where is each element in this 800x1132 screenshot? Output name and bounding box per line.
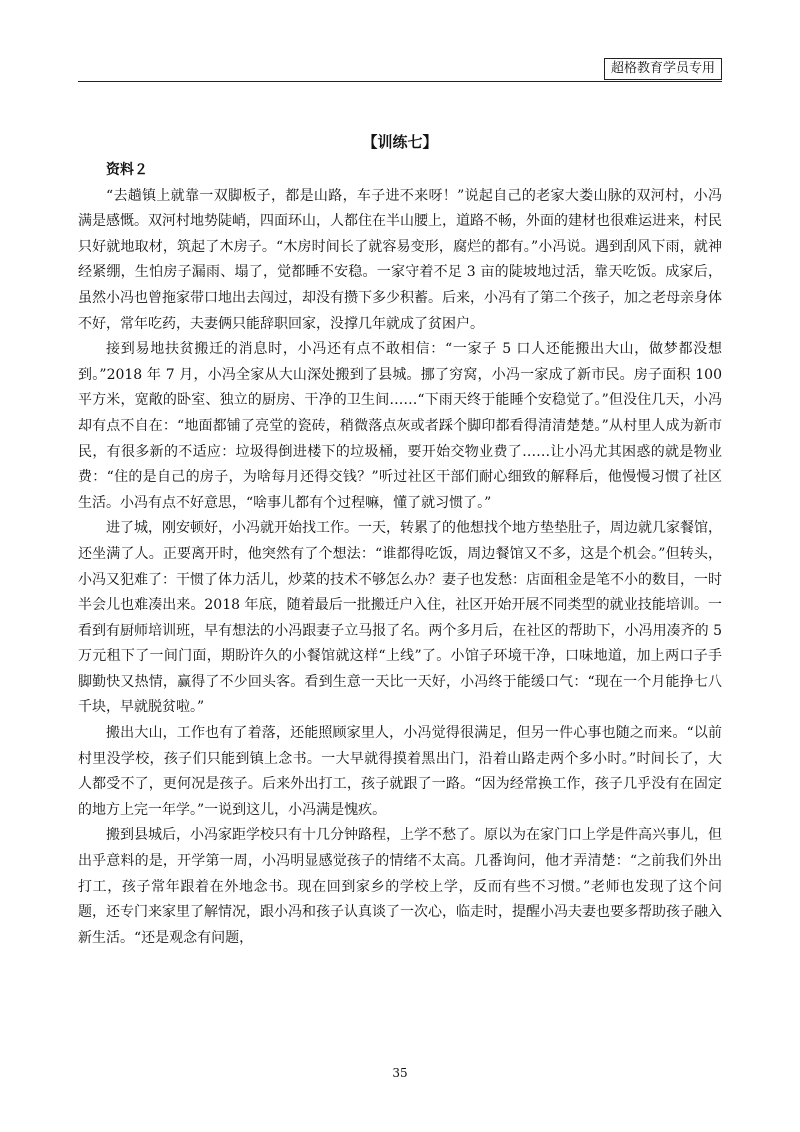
paragraph: 搬到县城后，小冯家距学校只有十几分钟路程，上学不愁了。原以为在家门口上学是件高兴事儿，但出乎意料的是，开学第一周，小冯明显感觉孩子的情绪不太高。几番询问，他才弄清楚：“之前我们外出打工，孩子常年跟着在外地念书。现在回到家乡的学校上学，反而有些不习惯。”老师也发现了这个问题，还专门来家里了解情况，跟小冯和孩子认真谈了一次心，临走时，提醒小冯夫妻也要多帮助孩子融入新生活。“还是观念有问题， [78,827,722,946]
paragraph: 接到易地扶贫搬迁的消息时，小冯还有点不敢相信：“一家子 5 口人还能搬出大山，做梦都没想到。”2018 年 7 月，小冯全家从大山深处搬到了县城。挪了穷窝，小冯一家成了新市民。房子面积 100 平方米，宽敞的卧室、独立的厨房、干净的卫生间……“下雨天终于能睡个安稳觉了。”但没住几天，小冯却有点不自在：“地面都铺了亮堂的瓷砖，稍微落点灰或者踩个脚印都看得清清楚楚。”从村里人成为新市民，有很多新的不适应：垃圾得倒进楼下的垃圾桶，要开始交物业费了……让小冯尤其困惑的就是物业费：“住的是自己的房子，为啥每月还得交钱？”听过社区干部们耐心细致的解释后，他慢慢习惯了社区生活。小冯有点不好意思，“啥事儿都有个过程嘛，懂了就习惯了。” [78,341,722,511]
page-number: 35 [392,1066,408,1080]
document-body [78,158,722,951]
page-title: 【训练七】 [362,133,438,151]
paragraph: “去趟镇上就靠一双脚板子，都是山路，车子进不来呀！”说起自己的老家大娄山脉的双河村，小冯满是感慨。双河村地势陡峭，四面环山，人都住在半山腰上，道路不畅，外面的建材也很难运进来，村民只好就地取材，筑起了木房子。“木房时间长了就容易变形，腐烂的都有。”小冯说。遇到刮风下雨，就神经紧绷，生怕房子漏雨、塌了，觉都睡不安稳。一家守着不足 3 亩的陡坡地过活，靠天吃饭。成家后，虽然小冯也曾拖家带口地出去闯过，却没有攒下多少积蓄。后来，小冯有了第二个孩子，加之老母亲身体不好，常年吃药，夫妻俩只能辞职回家，没撑几年就成了贫困户。 [78,187,722,332]
section-label: 资料２ [106,162,148,178]
header-divider [78,81,722,82]
header-stamp: 超格教育学员专用 [604,58,722,80]
paragraph: 进了城，刚安顿好，小冯就开始找工作。一天，转累了的他想找个地方垫垫肚子，周边就几家餐馆，还坐满了人。正要离开时，他突然有了个想法：“谁都得吃饭，周边餐馆又不多，这是个机会。”但转头，小冯又犯难了：干惯了体力活儿，炒菜的技术不够怎么办？妻子也发愁：店面租金是笔不小的数目，一时半会儿也难凑出来。2018 年底，随着最后一批搬迁户入住，社区开始开展不同类型的就业技能培训。一看到有厨师培训班，早有想法的小冯跟妻子立马报了名。两个多月后，在社区的帮助下，小冯用凑齐的 5 万元租下了一间门面，期盼许久的小餐馆就这样“上线”了。小馆子环境干净，口味地道，加上两口子手脚勤快又热情，赢得了不少回头客。看到生意一天比一天好，小冯终于能缓口气：“现在一个月能挣七八千块，早就脱贫啦。” [78,520,722,716]
paragraph: 搬出大山，工作也有了着落，还能照顾家里人，小冯觉得很满足，但另一件心事也随之而来。“以前村里没学校，孩子们只能到镇上念书。一大早就得摸着黑出门，沿着山路走两个多小时。”时间长了，大人都受不了，更何况是孩子。后来外出打工，孩子就跟了一路。“因为经常换工作，孩子几乎没有在固定的地方上完一年学。”一说到这儿，小冯满是愧疚。 [78,725,722,818]
